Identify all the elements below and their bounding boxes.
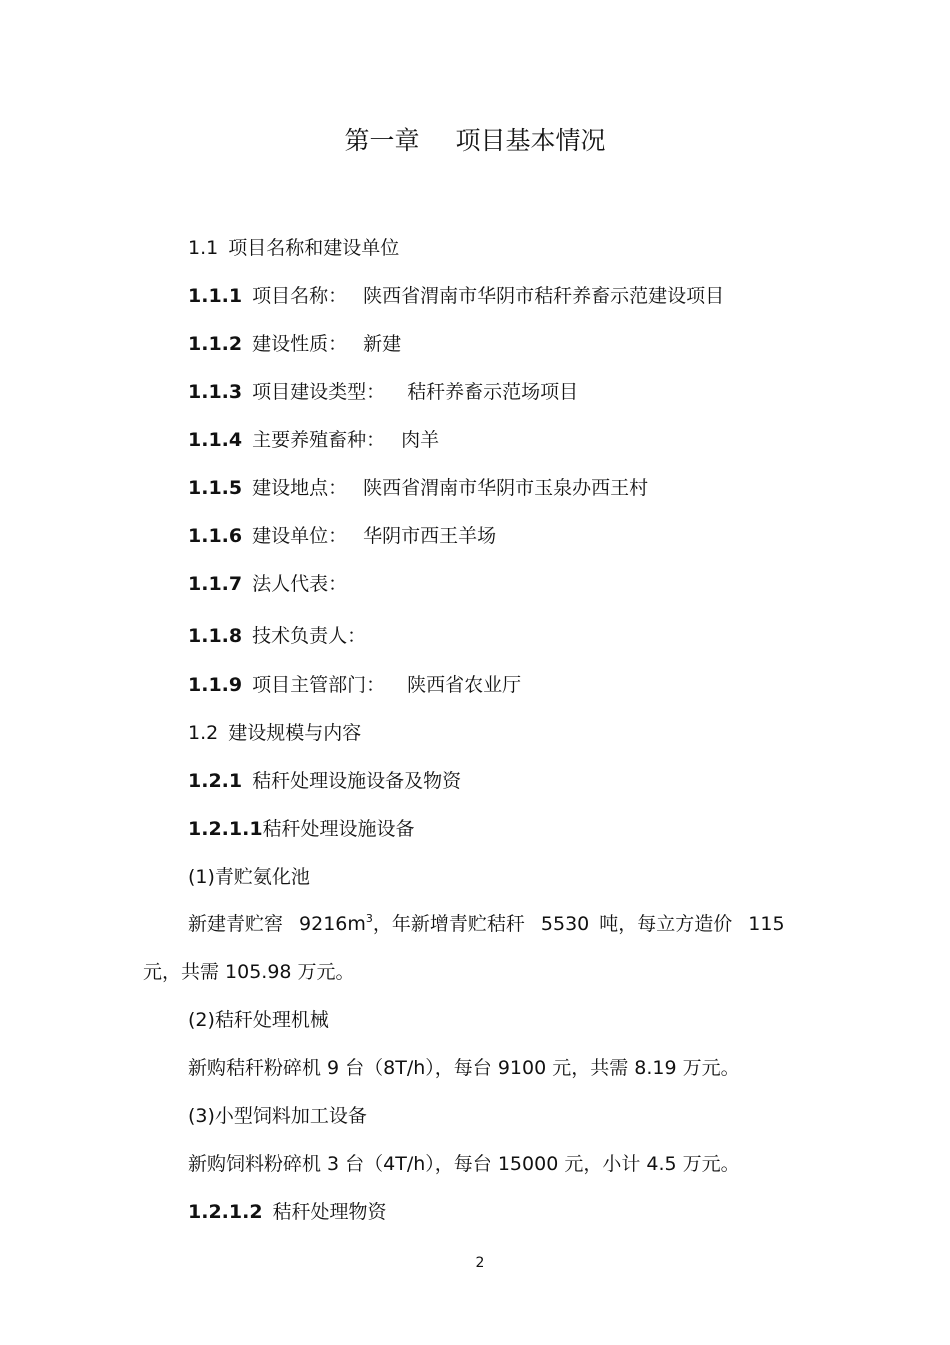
section-1-1-5: 1.1.5 建设地点： 陕西省渭南市华阴市玉泉办西王村 bbox=[188, 477, 649, 499]
section-1-1-9: 1.1.9 项目主管部门： 陕西省农业厅 bbox=[188, 674, 522, 696]
chapter-title bbox=[0, 122, 950, 160]
chapter-heading: 项目基本情况 bbox=[455, 126, 606, 155]
item-3-description: 新购饲料粉碎机 3 台（4T/h），每台 15000 元，小计 4.5 万元。 bbox=[188, 1153, 740, 1175]
section-1-1-3: 1.1.3 项目建设类型： 秸秆养畜示范场项目 bbox=[188, 381, 579, 403]
section-1-1-4: 1.1.4 主要养殖畜种： 肉羊 bbox=[188, 429, 440, 451]
section-1-1: 1.1 项目名称和建设单位 bbox=[188, 237, 400, 259]
section-1-2-1-1: 1.2.1.1秸秆处理设施设备 bbox=[188, 818, 415, 840]
section-1-2: 1.2 建设规模与内容 bbox=[188, 722, 362, 744]
item-1-description: 新建青贮窖 $9216m^3$，年新增青贮秸秆 5530 吨，每立方造价 115 bbox=[188, 912, 785, 935]
item-2-description: 新购秸秆粉碎机 9 台（8T/h），每台 9100 元，共需 8.19 万元。 bbox=[188, 1057, 740, 1079]
item-2-heading: (2)秸秆处理机械 bbox=[188, 1009, 329, 1031]
section-1-1-2: 1.1.2 建设性质： 新建 bbox=[188, 333, 402, 355]
item-3-heading: (3)小型饲料加工设备 bbox=[188, 1105, 367, 1127]
chapter-label: 第一章 bbox=[344, 126, 420, 155]
item-1-description-continued: 元，共需 105.98 万元。 bbox=[143, 961, 355, 983]
section-1-1-1: 1.1.1 项目名称： 陕西省渭南市华阴市秸秆养畜示范建设项目 bbox=[188, 285, 725, 307]
section-1-2-1-2: 1.2.1.2 秸秆处理物资 bbox=[188, 1201, 387, 1223]
item-1-heading: (1)青贮氨化池 bbox=[188, 866, 310, 888]
section-1-2-1: 1.2.1 秸秆处理设施设备及物资 bbox=[188, 770, 462, 792]
section-1-1-6: 1.1.6 建设单位： 华阴市西王羊场 bbox=[188, 525, 497, 547]
page-number: 2 bbox=[475, 1255, 485, 1271]
section-1-1-8: 1.1.8 技术负责人： bbox=[188, 625, 367, 647]
section-1-1-7: 1.1.7 法人代表： bbox=[188, 573, 348, 595]
